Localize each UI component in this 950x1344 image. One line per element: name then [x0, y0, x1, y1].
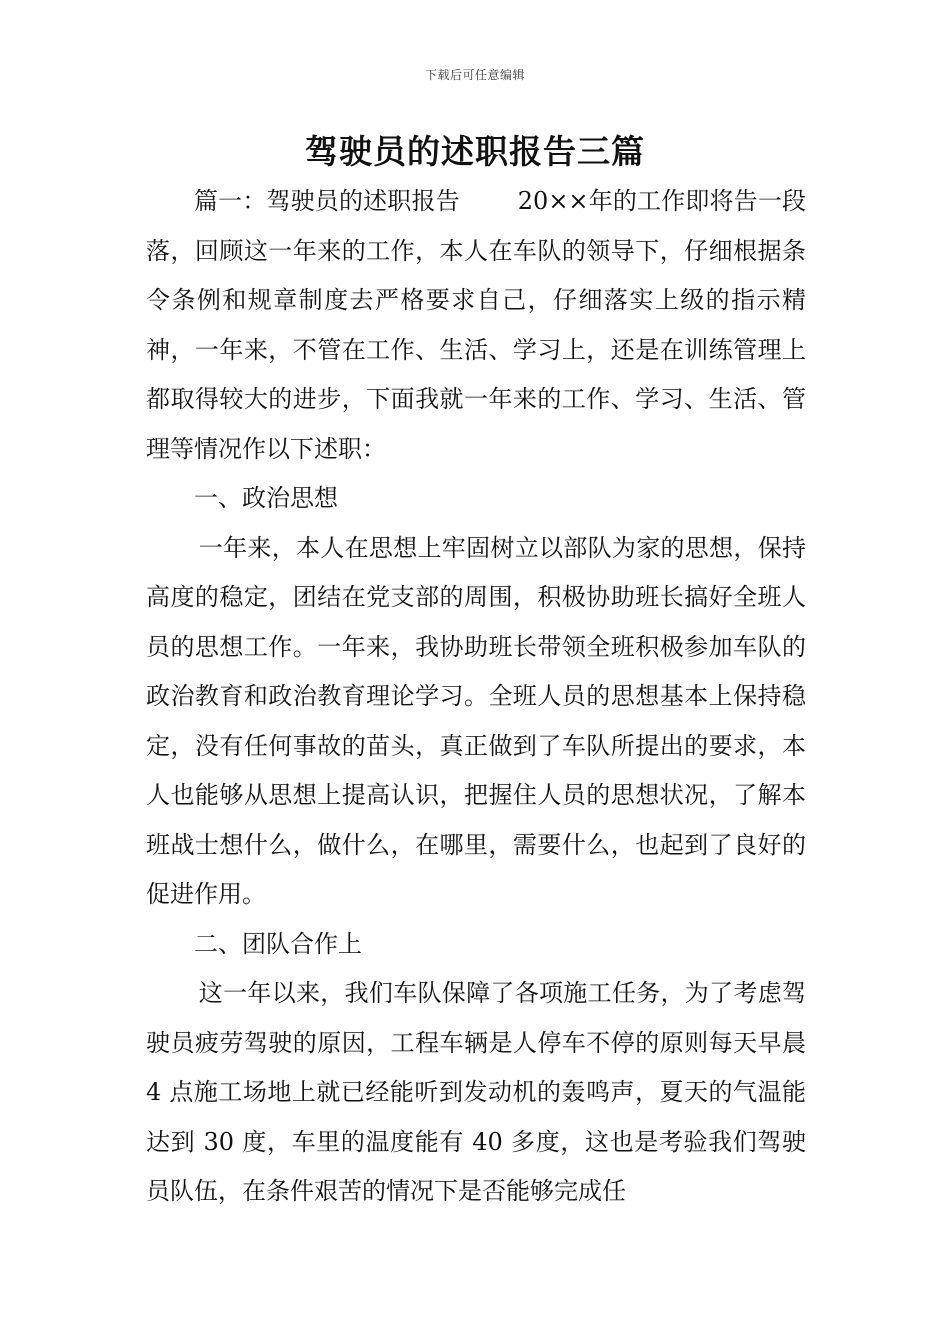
intro-label: 篇一：驾驶员的述职报告 [194, 187, 460, 215]
document-title: 驾驶员的述职报告三篇 [305, 132, 645, 171]
intro-paragraph [146, 177, 806, 474]
document-body [146, 177, 806, 1217]
intro-text: 20××年的工作即将告一段落，回顾这一年来的工作，本人在车队的领导下，仔细根据条令条例和规章制度去严格要求自己，仔细落实上级的指示精神，一年来，不管在工作、生活、学习上，还是在训练管理上都取得较大的进步，下面我就一年来的工作、学习、生活、管理等情况作以下述职： [146, 187, 806, 463]
section1-heading: 一、政治思想 [194, 484, 338, 512]
section2-paragraph: 这一年以来，我们车队保障了各项施工任务，为了考虑驾驶员疲劳驾驶的原因，工程车辆是人停车不停的原则每天早晨 4 点施工场地上就已经能听到发动机的轰鸣声，夏天的气温能达到 30 度，车里的温度能有 40 多度，这也是考验我们驾驶员队伍，在条件艰苦的情况下是否能够完成任 [146, 979, 806, 1205]
header-note: 下载后可任意编辑 [424, 68, 525, 82]
section2-heading: 二、团队合作上 [194, 929, 362, 958]
section1-paragraph: 一年来，本人在思想上牢固树立以部队为家的思想，保持高度的稳定，团结在党支部的周围，积极协助班长搞好全班人员的思想工作。一年来，我协助班长带领全班积极参加车队的政治教育和政治教育理论学习。全班人员的思想基本上保持稳定，没有任何事故的苗头，真正做到了车队所提出的要求，本人也能够从思想上提高认识，把握住人员的思想状况，了解本班战士想什么，做什么，在哪里，需要什么，也起到了良好的促进作用。 [146, 533, 806, 908]
